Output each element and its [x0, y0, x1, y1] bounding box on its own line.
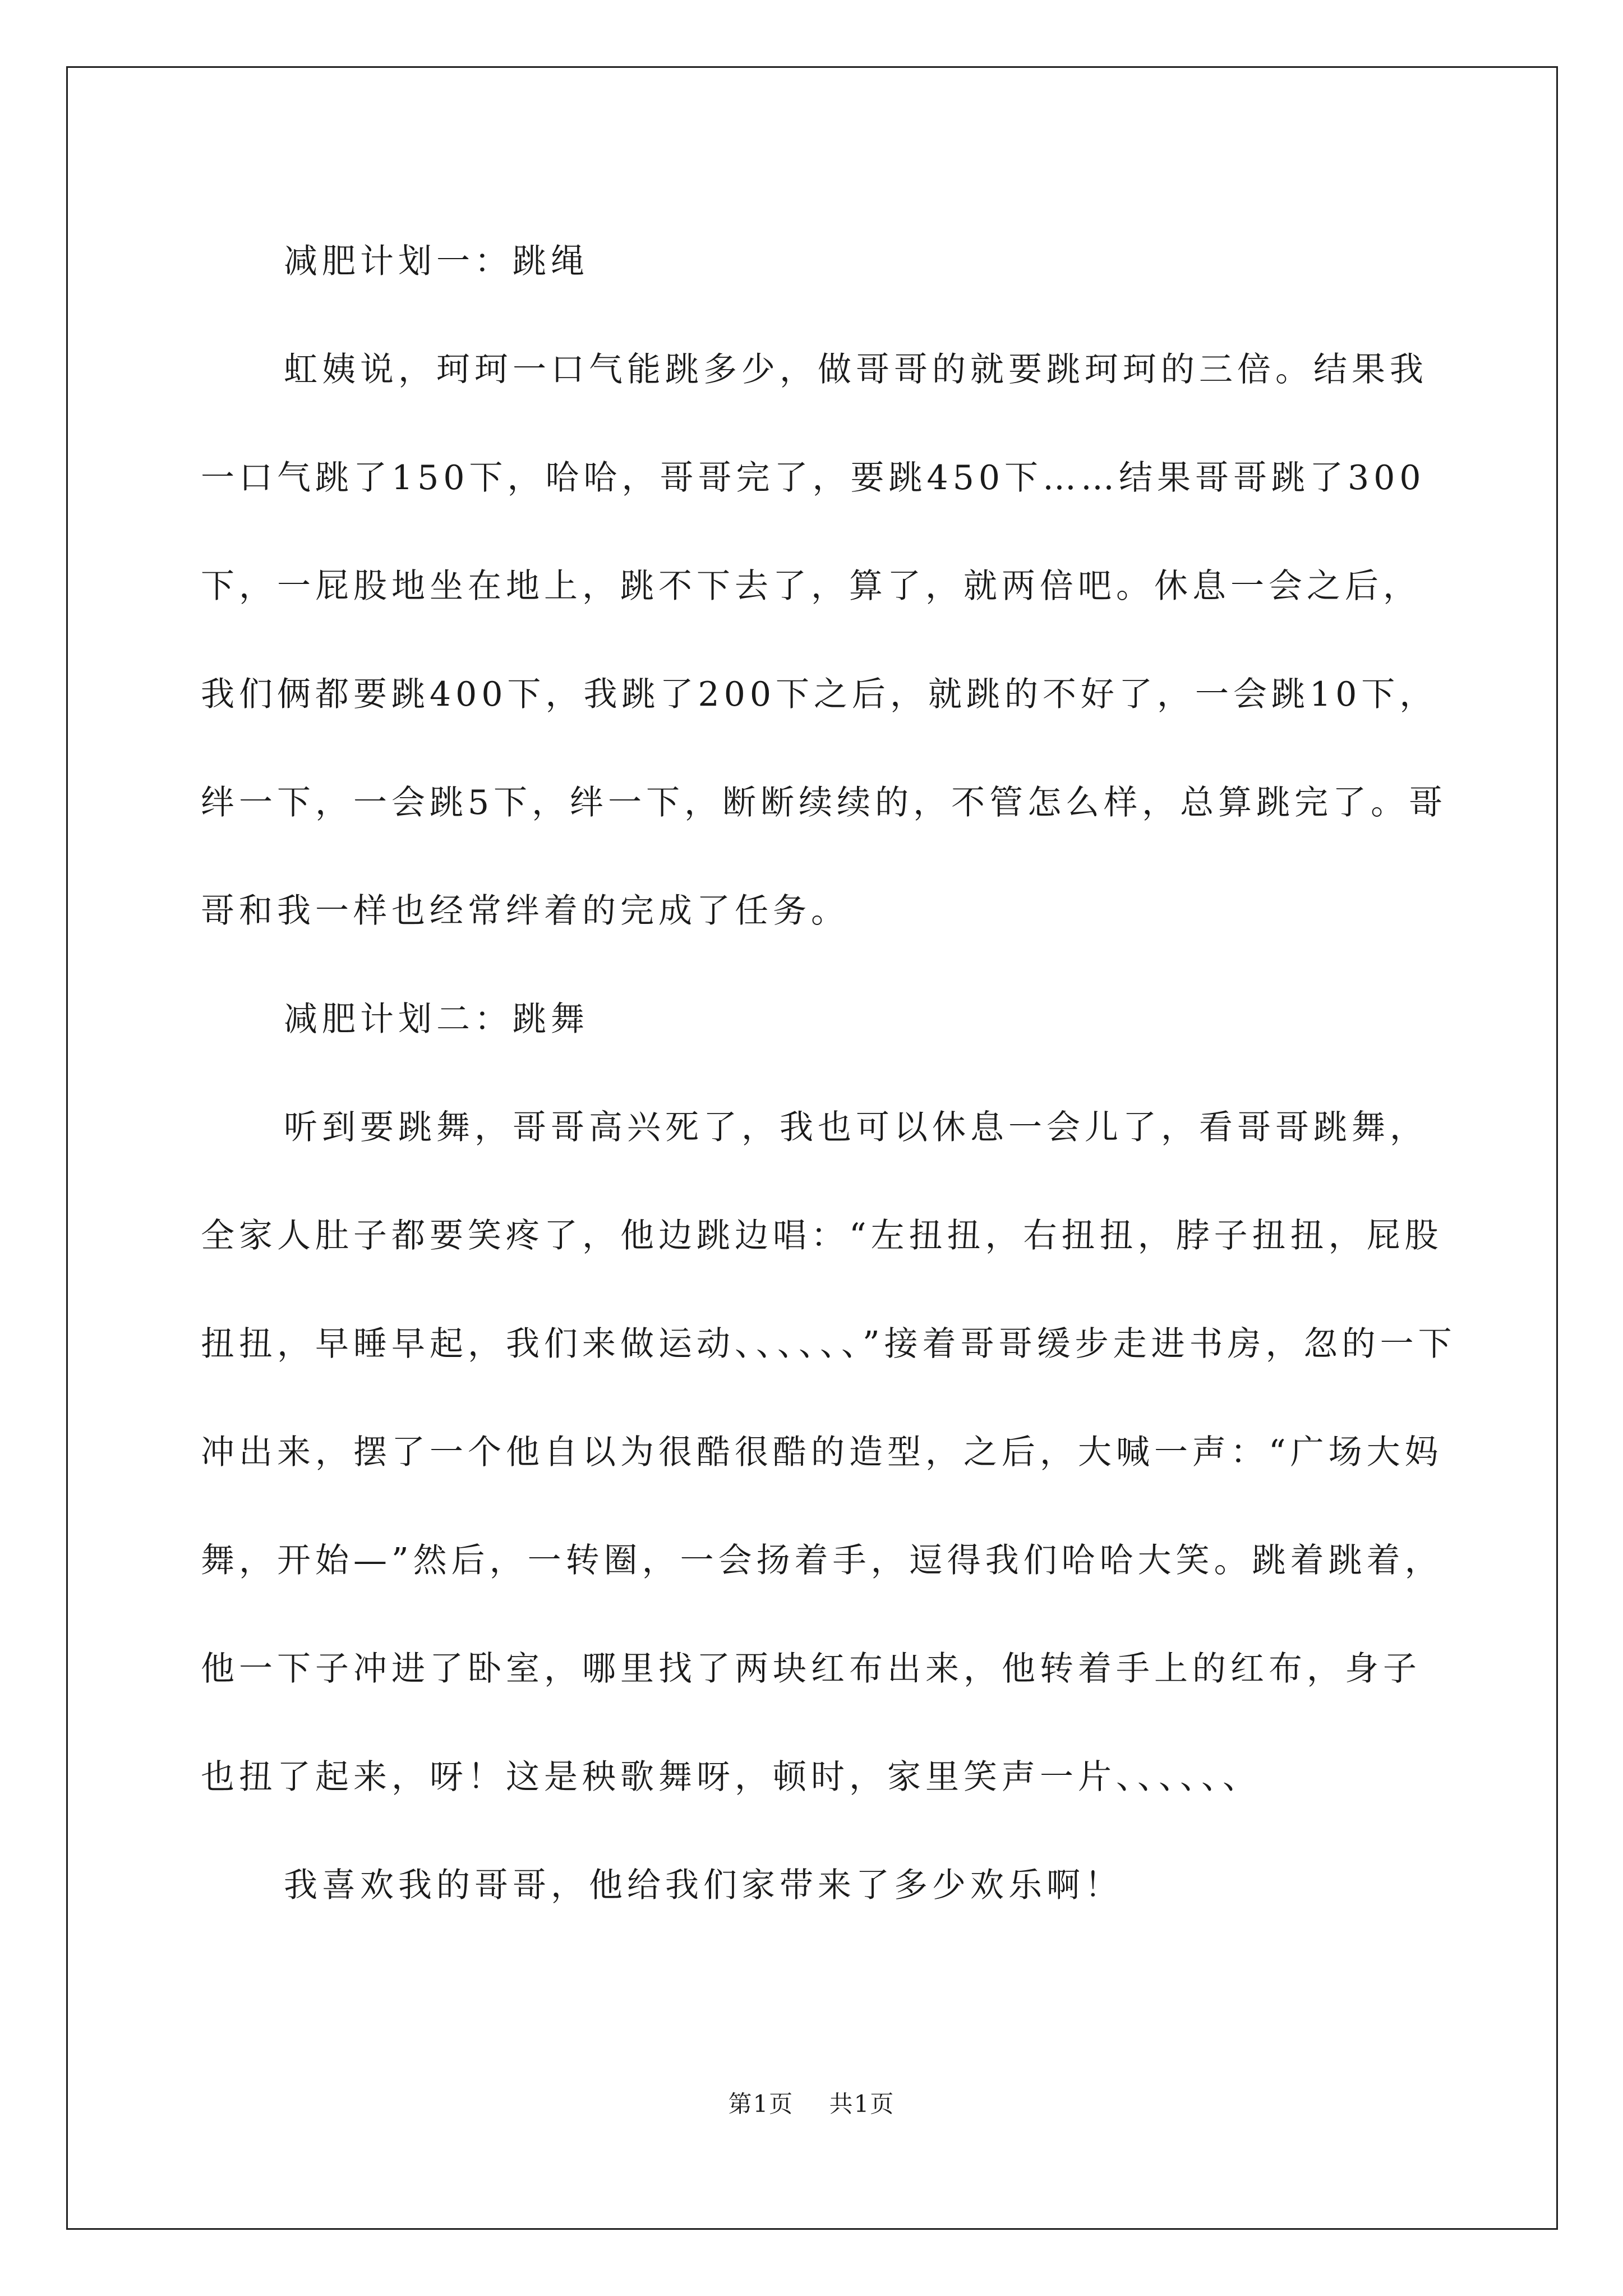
section-heading-jump-rope: 减肥计划一：跳绳: [284, 242, 589, 281]
page-total: 共1页: [829, 2090, 895, 2118]
page-number: 第1页: [728, 2090, 794, 2118]
closing-paragraph: 我喜欢我的哥哥，他给我们家带来了多少欢乐啊！: [284, 1866, 1123, 1905]
page-footer: [0, 2086, 1623, 2119]
document-body: [201, 208, 1457, 1940]
section-heading-dance: 减肥计划二：跳舞: [284, 1000, 589, 1039]
paragraph-jump-rope: 虹姨说，珂珂一口气能跳多少，做哥哥的就要跳珂珂的三倍。结果我一口气跳了150下，哈哈，哥哥完了，要跳450下……结果哥哥跳了300下，一屁股地坐在地上，跳不下去了，算了，就两倍吧。休息一会之后，我们俩都要跳400下，我跳了200下之后，就跳的不好了，一会跳10下，绊一下，一会跳5下，绊一下，断断续续的，不管怎么样，总算跳完了。哥哥和我一样也经常绊着的完成了任务。: [201, 350, 1447, 931]
paragraph-dance: 听到要跳舞，哥哥高兴死了，我也可以休息一会儿了，看哥哥跳舞，全家人肚子都要笑疼了，他边跳边唱：“左扭扭，右扭扭，脖子扭扭，屁股扭扭，早睡早起，我们来做运动、、、、、、”接着哥哥缓步走进书房，忽的一下冲出来，摆了一个他自以为很酷很酷的造型，之后，大喊一声：“广场大妈舞，开始—”然后，一转圈，一会扬着手，逗得我们哈哈大笑。跳着跳着，他一下子冲进了卧室，哪里找了两块红布出来，他转着手上的红布，身子也扭了起来，呀！这是秧歌舞呀，顿时，家里笑声一片、、、、、、: [201, 1108, 1456, 1797]
